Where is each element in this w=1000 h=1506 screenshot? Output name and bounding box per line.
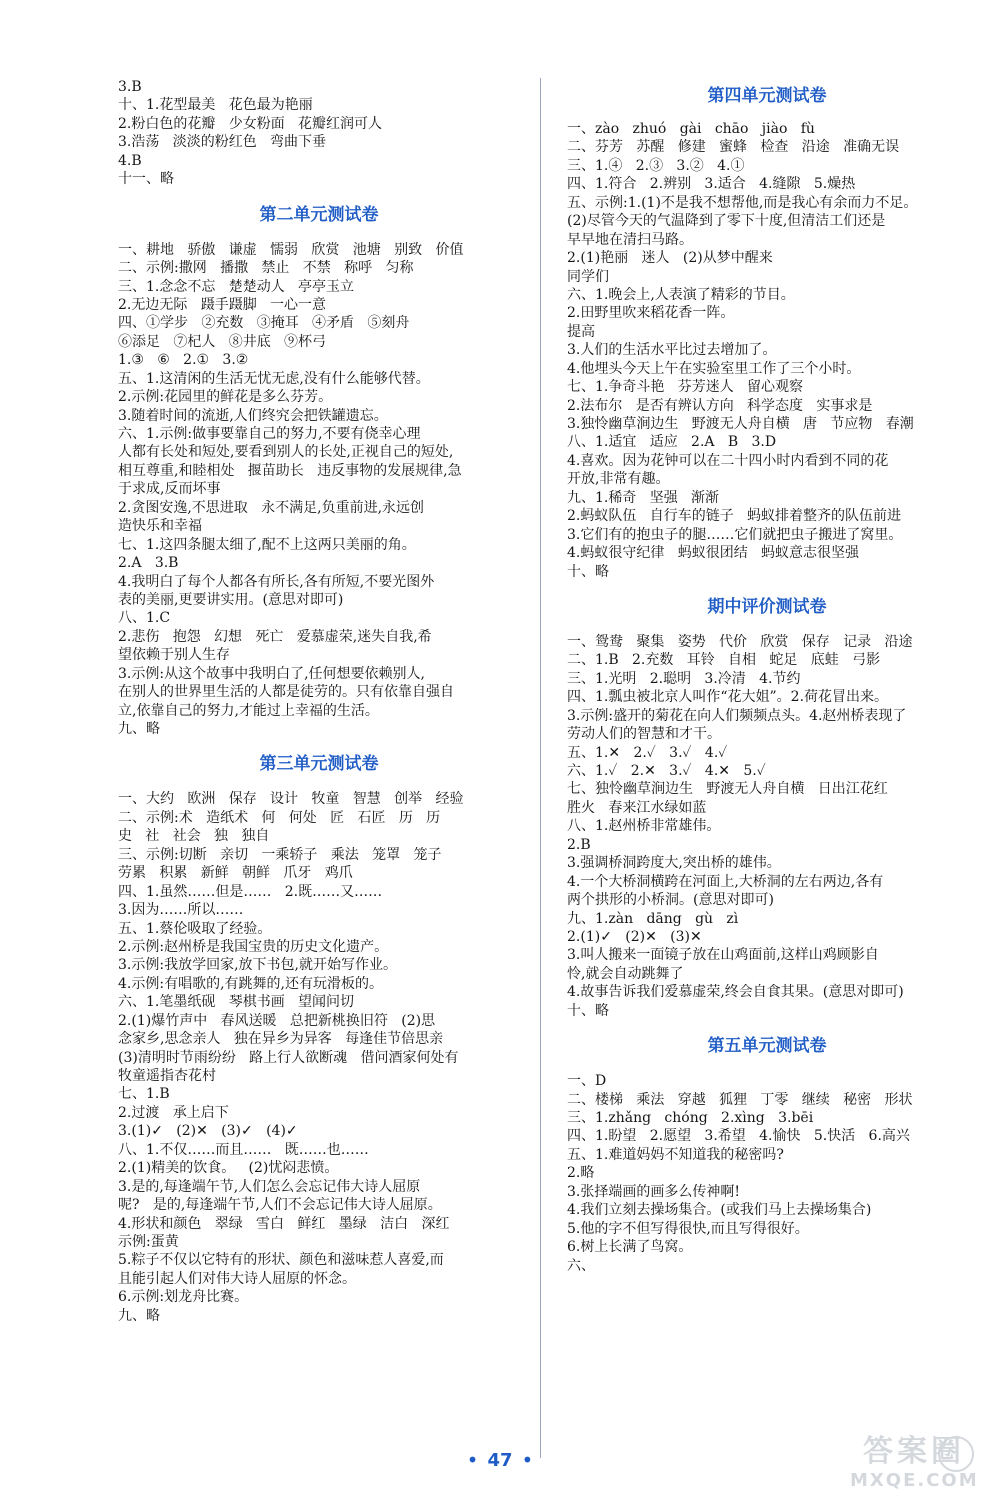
answer-line: 七、1.争奇斗艳 芬芳迷人 留心观察 (567, 379, 804, 396)
answer-line: 3.示例:从这个故事中我明白了,任何想要依赖别人, (118, 665, 425, 682)
answer-line: 人都有长处和短处,要看到别人的长处,正视自己的短处, (118, 444, 454, 461)
column-divider (540, 78, 541, 1458)
answer-line: 五、1.✕ 2.✓ 3.✓ 4.✓ (567, 744, 728, 761)
answer-line: 4.蚂蚁很守纪律 蚂蚁很团结 蚂蚁意志很坚强 (567, 545, 860, 562)
answer-line: 3.示例:盛开的菊花在向人们频频点头。4.赵州桥表现了 (567, 707, 907, 724)
answer-line: 两个拱形的小桥洞。(意思对即可) (567, 892, 774, 909)
answer-line: 4.他埋头今天上午在实验室里工作了三个小时。 (567, 360, 861, 377)
answer-line: 提高 (567, 323, 595, 340)
answer-line: 6.树上长满了鸟窝。 (567, 1239, 693, 1256)
answer-line: 六、 (567, 1257, 595, 1274)
answer-line: 3.它们有的抱虫子的腿……它们就把虫子搬进了窝里。 (567, 526, 903, 543)
answer-line: 劳动人们的智慧和才干。 (567, 726, 721, 743)
answer-line: 九、1.稀奇 坚强 渐渐 (567, 489, 720, 506)
answer-line: 十、1.花型最美 花色最为艳丽 (118, 97, 313, 114)
answer-line: (3)清明时节雨纷纷 路上行人欲断魂 借问酒家何处有 (118, 1049, 459, 1066)
right-column (567, 78, 967, 1275)
answer-line: 七、1.这四条腿太细了,配不上这两只美丽的角。 (118, 536, 416, 553)
answer-line: ⑥添足 ⑦杞人 ⑧井底 ⑨杯弓 (118, 333, 327, 350)
left-column (118, 78, 520, 1325)
answer-line: 三、1.zhǎng chóng 2.xìng 3.bēi (567, 1110, 814, 1126)
answer-line: 3.强调桥洞跨度大,突出桥的雄伟。 (567, 855, 781, 872)
answer-line: 九、1.zàn dāng gù zì (567, 910, 739, 927)
answer-line: 开放,非常有趣。 (567, 471, 670, 488)
answer-line: 3.因为……所以…… (118, 902, 244, 919)
answer-line: 3.示例:我放学回家,放下书包,就开始写作业。 (118, 957, 397, 974)
answer-line: 4.一个大桥洞横跨在河面上,大桥洞的左右两边,各有 (567, 873, 884, 890)
answer-line: 2.无边无际 蹑手蹑脚 一心一意 (118, 296, 327, 313)
answer-line: 立,依靠自己的努力,才能过上幸福的生活。 (118, 702, 379, 719)
answer-line: 1.③ ⑥ 2.① 3.② (118, 352, 249, 369)
answer-line: 二、1.B 2.充数 耳铃 自相 蛇足 底蛙 弓影 (567, 652, 881, 669)
section-heading: 期中评价测试卷 (707, 596, 827, 617)
answer-line: 九、略 (118, 721, 160, 737)
watermark-title: 答案圈 (863, 1434, 965, 1469)
answer-line: 七、1.B (118, 1086, 170, 1103)
answer-line: 示例:蛋黄 (118, 1233, 179, 1250)
answer-line: (2)尽管今天的气温降到了零下十度,但清洁工们还是 (567, 213, 886, 230)
answer-line: 2.蚂蚁队伍 自行车的链子 蚂蚁排着整齐的队伍前进 (567, 508, 902, 525)
answer-line: 2.悲伤 抱怨 幻想 死亡 爱慕虚荣,迷失自我,希 (118, 628, 432, 645)
footer-dot-left: • (466, 1448, 479, 1472)
answer-line: 三、示例:切断 亲切 一乘轿子 乘法 笼罩 笼子 (118, 846, 442, 863)
answer-line: 3.是的,每逢端午节,人们怎么会忘记伟大诗人屈原 (118, 1178, 421, 1195)
answer-line: 2.贪图安逸,不思进取 永不满足,负重前进,永远创 (118, 499, 425, 516)
answer-line: 七、独怜幽草涧边生 野渡无人舟自横 日出江花红 (567, 781, 888, 798)
answer-line: 2.示例:赵州桥是我国宝贵的历史文化遗产。 (118, 938, 389, 955)
answer-line: 3.人们的生活水平比过去增加了。 (567, 342, 777, 359)
answer-line: 2.法布尔 是否有辨认方向 科学态度 实事求是 (567, 397, 873, 414)
answer-line: 二、示例:术 造纸术 何 何处 匠 石匠 历 历 (118, 809, 441, 826)
answer-line: 3.独怜幽草涧边生 野渡无人舟自横 唐 节应物 春潮 (567, 416, 914, 432)
answer-line: 八、1.C (118, 610, 171, 627)
answer-line: 2.(1)艳丽 迷人 (2)从梦中醒来 (567, 250, 773, 267)
answer-line: 望依赖于别人生存 (118, 647, 230, 664)
answer-line: 2.(1)爆竹声中 春风送暖 总把新桃换旧符 (2)思 (118, 1012, 436, 1029)
answer-line: 2.略 (567, 1165, 595, 1182)
answer-line: 4.B (118, 152, 142, 169)
answer-line: 四、1.符合 2.辨别 3.适合 4.缝隙 5.燥热 (567, 176, 856, 193)
answer-line: 十、略 (567, 1002, 609, 1019)
answer-line: 3.浩荡 淡淡的粉红色 弯曲下垂 (118, 134, 327, 151)
watermark-seal-icon (938, 1436, 974, 1472)
answer-line: 5.他的字不但写得很快,而且写得很好。 (567, 1220, 809, 1237)
answer-line: 十一、略 (118, 171, 174, 188)
answer-line: 2.(1)✓ (2)✕ (3)✕ (567, 928, 702, 945)
answer-line: 三、1.光明 2.聪明 3.冷清 4.节约 (567, 670, 801, 687)
answer-line: 5.粽子不仅以它特有的形状、颜色和滋味惹人喜爱,而 (118, 1252, 444, 1269)
answer-line: 2.田野里吹来稻花香一阵。 (567, 305, 735, 322)
section-heading: 第四单元测试卷 (707, 86, 827, 106)
answer-line: 于求成,反而坏事 (118, 481, 221, 498)
answer-line: 念家乡,思念亲人 独在异乡为异客 每逢佳节倍思亲 (118, 1031, 444, 1048)
answer-line: 八、1.赵州桥非常雄伟。 (567, 818, 721, 835)
answer-line: 2.过渡 承上启下 (118, 1104, 229, 1121)
answer-line: 六、1.笔墨纸砚 琴棋书画 望闻问切 (118, 994, 355, 1011)
section-heading: 第三单元测试卷 (259, 754, 379, 775)
answer-line: 九、略 (118, 1307, 160, 1324)
answer-line: 五、1.难道妈妈不知道我的秘密吗? (567, 1146, 784, 1163)
answer-line: 一、鸳鸯 聚集 姿势 代价 欣赏 保存 记录 沿途 (567, 633, 913, 650)
answer-line: 三、1.④ 2.③ 3.② 4.① (567, 157, 745, 174)
answer-line: 四、①学步 ②充数 ③掩耳 ④矛盾 ⑤刻舟 (118, 315, 410, 332)
answer-line: 3.叫人搬来一面镜子放在山鸡面前,这样山鸡顾影自 (567, 947, 879, 964)
section-heading: 第五单元测试卷 (707, 1036, 827, 1057)
answer-line: 八、1.不仅……而且…… 既……也…… (118, 1141, 369, 1158)
answer-line: 4.我们立刻去操场集合。(或我们马上去操场集合) (567, 1202, 872, 1219)
answer-line: 同学们 (567, 268, 609, 285)
answer-line: 一、D (567, 1073, 607, 1090)
section-heading: 第二单元测试卷 (259, 204, 379, 225)
answer-line: 4.示例:有唱歌的,有跳舞的,还有玩滑板的。 (118, 975, 383, 992)
answer-line: 一、大约 欧洲 保存 设计 牧童 智慧 创举 经验 (118, 791, 464, 808)
answer-line: 胜火 春来江水绿如蓝 (567, 799, 707, 816)
answer-line: 表的美丽,更要讲实用。(意思对即可) (118, 591, 344, 608)
answer-line: 四、1.盼望 2.愿望 3.希望 4.愉快 5.快活 6.高兴 (567, 1128, 910, 1145)
answer-line: 2.示例:花园里的鲜花是多么芬芳。 (118, 389, 333, 406)
answer-line: 4.故事告诉我们爱慕虚荣,终会自食其果。(意思对即可) (567, 984, 904, 1001)
page-number: 47 (487, 1449, 513, 1471)
answer-line: 三、1.念念不忘 楚楚动人 亭亭玉立 (118, 278, 355, 295)
answer-line: 4.形状和颜色 翠绿 雪白 鲜红 墨绿 洁白 深红 (118, 1215, 450, 1232)
answer-line: 2.(1)精美的饮食。 (2)忧闷悲愤。 (118, 1160, 339, 1177)
answer-line: 史 社 社会 独 独自 (118, 828, 270, 845)
answer-line: 劳累 积累 新鲜 朝鲜 爪牙 鸡爪 (118, 865, 353, 882)
answer-line: 四、1.虽然……但是…… 2.既……又…… (118, 883, 383, 900)
answer-line: 在别人的世界里生活的人都是徒劳的。只有依靠自强自 (118, 684, 454, 701)
answer-line: 2.B (567, 836, 591, 853)
answer-line: 4.喜欢。因为花钟可以在二十四小时内看到不同的花 (567, 452, 889, 469)
footer-dot-right: • (521, 1448, 534, 1472)
watermark-domain: MXQE.COM (850, 1470, 979, 1491)
answer-line: 相互尊重,和睦相处 揠苗助长 违反事物的发展规律,急 (118, 462, 462, 479)
answer-line: 6.示例:划龙舟比赛。 (118, 1289, 249, 1306)
answer-line: 六、1.✓ 2.✕ 3.✓ 4.✕ 5.✓ (567, 763, 766, 779)
answer-line: 六、1.晚会上,人表演了精彩的节目。 (567, 286, 795, 303)
answer-line: 一、耕地 骄傲 谦虚 懦弱 欣赏 池塘 别致 价值 (118, 241, 464, 258)
answer-line: 3.随着时间的流逝,人们终究会把铁罐遗忘。 (118, 407, 388, 424)
answer-line: 二、芬芳 苏醒 修建 蜜蜂 检查 沿途 准确无误 (567, 139, 900, 156)
answer-line: 2.A 3.B (118, 555, 179, 572)
answer-line: 二、示例:撒网 播撒 禁止 不禁 称呼 匀称 (118, 260, 414, 277)
answer-line: 五、1.这清闲的生活无忧无虑,没有什么能够代替。 (118, 370, 430, 387)
answer-line: 一、zào zhuó gài chāo jiào fù (567, 121, 815, 137)
answer-line: 怜,就会自动跳舞了 (567, 965, 684, 982)
answer-line: 造快乐和幸福 (118, 518, 202, 535)
answer-line: 十、略 (567, 563, 609, 580)
answer-line: 早早地在清扫马路。 (567, 231, 693, 248)
answer-line: 牧童遥指杏花村 (118, 1068, 216, 1084)
answer-line: 八、1.适宜 适应 2.A B 3.D (567, 434, 777, 451)
answer-line: 3.张择端画的画多么传神啊! (567, 1183, 740, 1200)
answer-line: 且能引起人们对伟大诗人屈原的怀念。 (118, 1270, 356, 1287)
answer-line: 呢? 是的,每逢端午节,人们不会忘记伟大诗人屈原。 (118, 1197, 442, 1214)
answer-line: 2.粉白色的花瓣 少女粉面 花瓣红润可人 (118, 115, 383, 132)
answer-line: 六、1.示例:做事要靠自己的努力,不要有侥幸心理 (118, 426, 421, 442)
answer-line: 4.我明白了每个人都各有所长,各有所短,不要光图外 (118, 573, 435, 590)
site-watermark (850, 1434, 978, 1496)
answer-line: 3.(1)✓ (2)✕ (3)✓ (4)✓ (118, 1123, 298, 1140)
answer-line: 二、楼梯 乘法 穿越 狐狸 丁零 继续 秘密 形状 (567, 1091, 913, 1108)
answer-line: 五、1.蔡伦吸取了经验。 (118, 920, 272, 937)
answer-line: 3.B (118, 79, 142, 95)
answer-line: 五、示例:1.(1)不是我不想帮他,而是我心有余而力不足。 (567, 194, 918, 211)
answer-line: 四、1.瓢虫被北京人叫作“花大姐”。2.荷花冒出来。 (567, 689, 889, 706)
